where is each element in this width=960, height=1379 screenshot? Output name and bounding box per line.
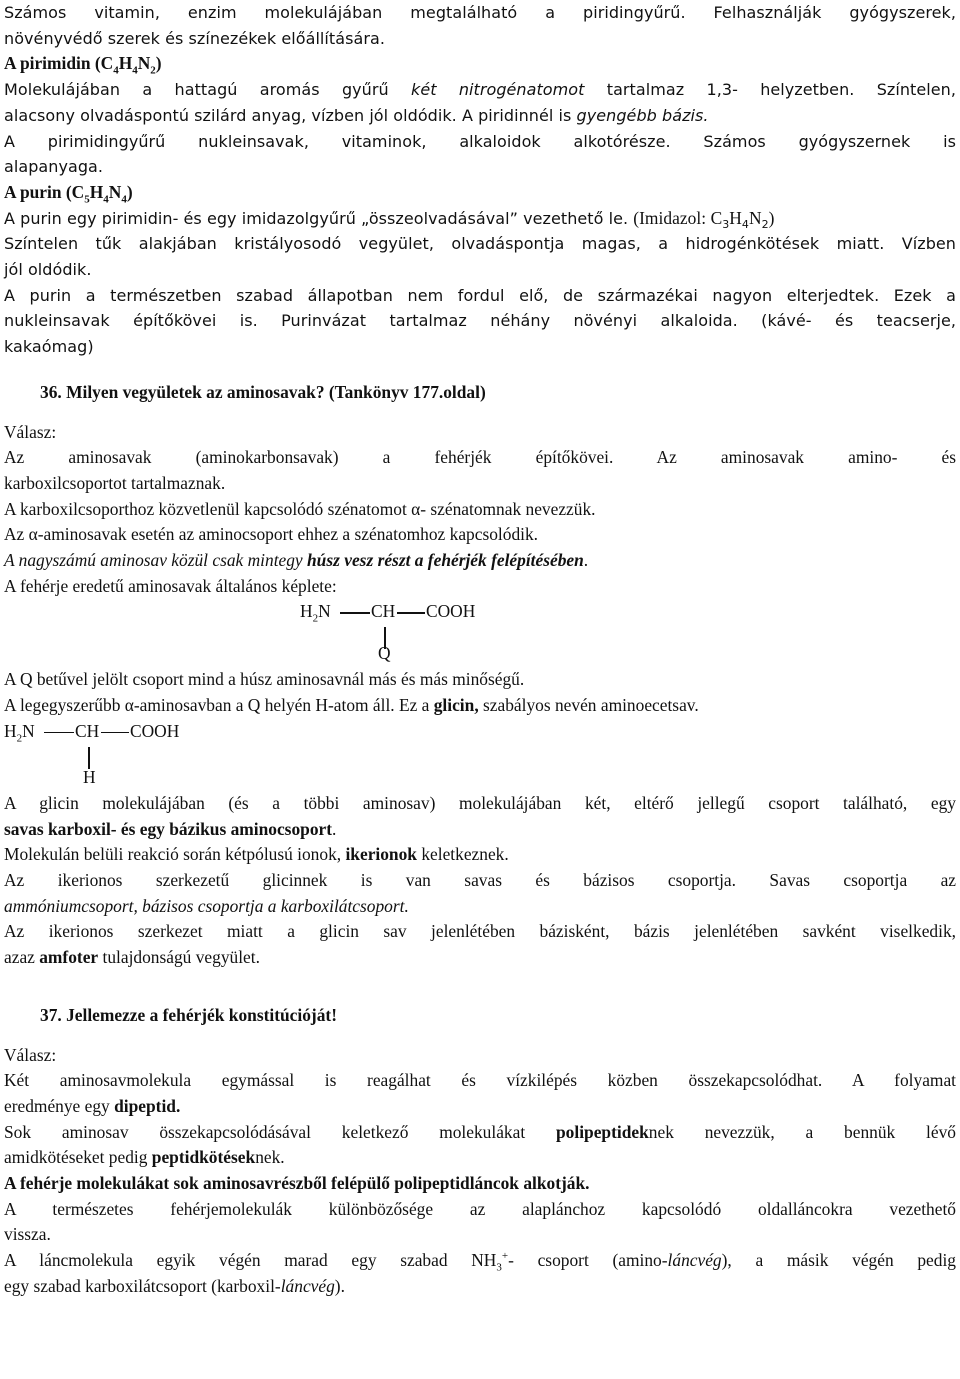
text-line: A láncmolekula egyik végén marad egy szabad $NH_3^+-$ csoport (amino-láncvég), a másik végén pedig bbox=[4, 1250, 957, 1274]
text-line: növényvédő szerek és színezékek előállítására. bbox=[4, 28, 385, 48]
text-line: Az α-aminosavak esetén az aminocsoport ehhez a szénatomhoz kapcsolódik. bbox=[4, 524, 539, 545]
text-line: A legegyszerűbb α-aminosavban a Q helyén H-atom áll. Ez a glicin, szabályos nevén aminoecetsav. bbox=[4, 695, 699, 716]
section-heading-purin: A purin $(C_5H_4N_4)$ bbox=[4, 181, 133, 206]
text-line: A természetes fehérjemolekulák különbözősége az alaplánchoz kapcsolódó oldalláncokra vezethető bbox=[4, 1198, 956, 1219]
text-line: A glicin molekulájában (és a többi aminosav) molekulájában két, eltérő jellegű csoport található, egy bbox=[4, 792, 956, 813]
text-line: ammóniumcsoport, bázisos csoportja a karboxilátcsoport. bbox=[4, 895, 409, 916]
text-line: Két aminosavmolekula egymással is reagálhat és vízkilépés közben összekapcsolódhat. A folyamat bbox=[4, 1070, 956, 1091]
formula-q: Q bbox=[378, 643, 391, 664]
text-line: A nagyszámú aminosav közül csak mintegy húsz vesz részt a fehérjék felépítésében. bbox=[4, 550, 589, 571]
answer-label: Válasz: bbox=[4, 1044, 57, 1065]
text-line: A karboxilcsoporthoz közvetlenül kapcsolódó szénatomot α- szénatomnak nevezzük. bbox=[4, 498, 596, 519]
text-line: A fehérje eredetű aminosavak általános képlete: bbox=[4, 575, 337, 596]
text-line: jól oldódik. bbox=[4, 260, 92, 280]
formula-cooh: COOH bbox=[130, 720, 180, 741]
text-line: Molekulájában a hattagú aromás gyűrű két nitrogénatomot tartalmaz 1,3- helyzetben. Színtelen, bbox=[4, 80, 956, 100]
text-line: A Q betűvel jelölt csoport mind a húsz aminosavnál más és más minőségű. bbox=[4, 669, 525, 690]
text-line: Az aminosavak (aminokarbonsavak) a fehérjék építőkövei. Az aminosavak amino- és bbox=[4, 447, 956, 468]
text-line: egy szabad karboxilátcsoport (karboxil-láncvég). bbox=[4, 1275, 345, 1296]
text-line: kakaómag) bbox=[4, 337, 94, 357]
text-line: alapanyaga. bbox=[4, 157, 104, 177]
text-line: Színtelen tűk alakjában kristályosodó vegyület, olvadáspontja magas, a hidrogénkötések miatt. Vízben bbox=[4, 234, 956, 254]
text-line: nukleinsavak építőkövei is. Purinvázat tartalmaz néhány növényi alkaloida. (kávé- és teacserje, bbox=[4, 311, 956, 331]
text-line: vissza. bbox=[4, 1224, 51, 1245]
text-line: Az ikerionos szerkezetű glicinnek is van savas és bázisos csoportja. Savas csoportja az bbox=[4, 869, 957, 890]
text-line: Sok aminosav összekapcsolódásával keletkező molekulákat polipeptideknek nevezzük, a bennük lévő bbox=[4, 1121, 956, 1142]
text-line: Az ikerionos szerkezet miatt a glicin sav jelenlétében bázisként, bázis jelenlétében savként viselkedik, bbox=[4, 921, 956, 942]
text-line: A purin a természetben szabad állapotban nem fordul elő, de származékai nagyon elterjedtek. Ezek a bbox=[4, 285, 956, 305]
text-line: azaz amfoter tulajdonságú vegyület. bbox=[4, 947, 260, 968]
question-37-title: 37. Jellemezze a fehérjék konstitúcióját! bbox=[40, 1004, 337, 1025]
text-line: A fehérje molekulákat sok aminosavrészből felépülő polipeptidláncok alkotják. bbox=[4, 1173, 590, 1194]
formula-cooh: COOH bbox=[426, 601, 476, 622]
text-line: eredménye egy dipeptid. bbox=[4, 1095, 181, 1116]
formula-ch: CH bbox=[371, 601, 396, 622]
text-line: A pirimidingyűrű nukleinsavak, vitaminok, alkaloidok alkotórésze. Számos gyógyszernek is bbox=[4, 131, 956, 151]
text-line: alacsony olvadáspontú szilárd anyag, vízben jól oldódik. A piridinnél is gyengébb bázis. bbox=[4, 105, 709, 125]
text-line: savas karboxil- és egy bázikus aminocsoport. bbox=[4, 818, 337, 839]
text-line: A purin egy pirimidin- és egy imidazolgyűrű „összeolvadásával” vezethető le. (Imidazol: $C_3H_4N_2$) bbox=[4, 207, 775, 231]
formula-h-bottom: H bbox=[83, 766, 96, 787]
text-line: karboxilcsoportot tartalmaznak. bbox=[4, 472, 226, 493]
amino-acid-general-formula bbox=[4, 599, 956, 667]
formula-ch: CH bbox=[75, 720, 100, 741]
answer-label: Válasz: bbox=[4, 421, 57, 442]
text-line: Számos vitamin, enzim molekulájában megtalálható a piridingyűrű. Felhasználják gyógyszerek, bbox=[4, 3, 956, 22]
text-line: Molekulán belüli reakció során kétpólusú ionok, ikerionok keletkeznek. bbox=[4, 844, 509, 865]
text-line: amidkötéseket pedig peptidkötéseknek. bbox=[4, 1147, 285, 1168]
formula-h2n: $H_2N$ bbox=[4, 720, 35, 745]
glycine-formula bbox=[4, 719, 956, 791]
question-36-title: 36. Milyen vegyületek az aminosavak? (Tankönyv 177.oldal) bbox=[40, 381, 486, 402]
formula-h2n: $H_2N$ bbox=[300, 601, 331, 625]
section-heading-pirimidin: A pirimidin $(C_4H_4N_2)$ bbox=[4, 53, 162, 77]
